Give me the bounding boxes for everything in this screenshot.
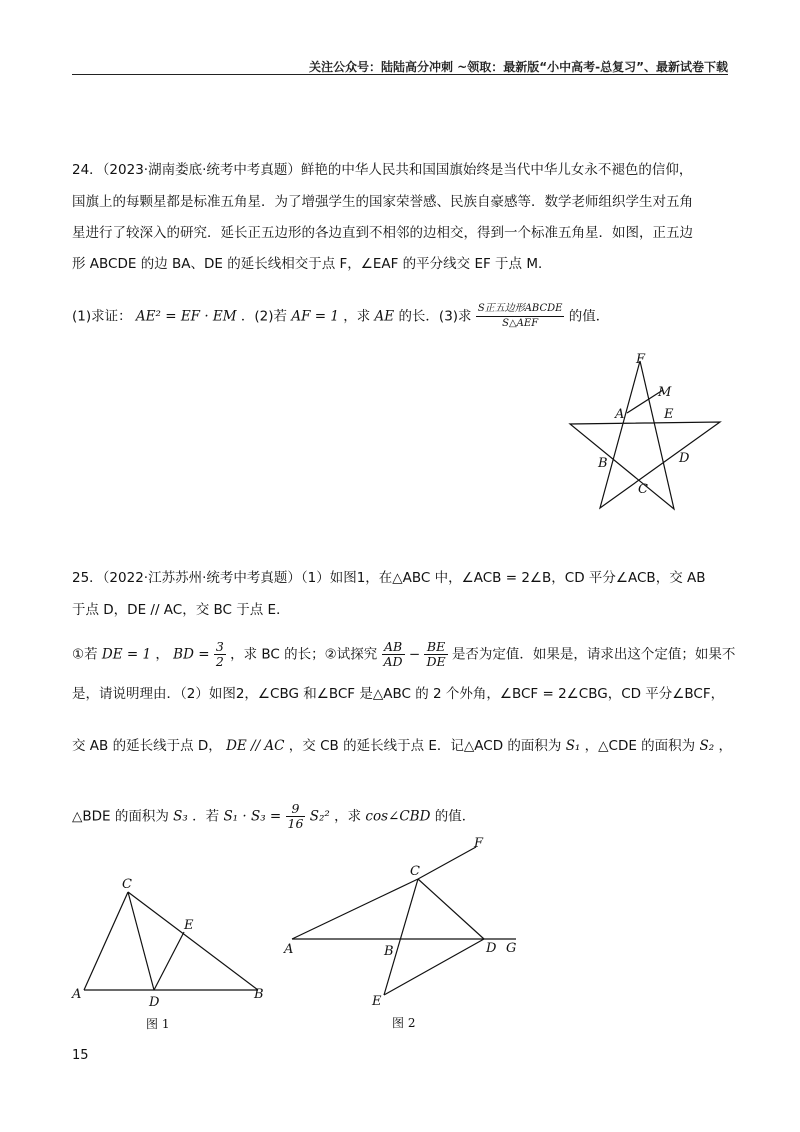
q25-equation-de: DE = 1 [101, 646, 152, 663]
q25-comma: ， [155, 646, 169, 663]
q25-fraction-9: 9 [286, 802, 306, 817]
q25-text-6b: ．若 [192, 808, 220, 825]
q24-line-3: 星进行了较深入的研究．延长正五边形的各边直到不相邻的边相交，得到一个标准五角星．如图，正五边 [72, 225, 693, 241]
q25-equation-rhs: S₂² [309, 808, 330, 825]
header-divider [72, 74, 728, 75]
q24-fraction-numerator: S正五边形ABCDE [476, 302, 565, 317]
pentagram-figure [560, 350, 740, 515]
page-number: 15 [72, 1048, 89, 1063]
q25-minus-sign: − [408, 646, 421, 663]
q25-line-3 [72, 639, 736, 669]
q25-line-1: 25．（2022·江苏苏州·统考中考真题）（1）如图1，在△ABC 中，∠ACB = 2∠B，CD 平分∠ACB，交 AB [72, 570, 706, 586]
q25-item1-label: ①若 [72, 646, 98, 663]
label-a: A [615, 407, 625, 422]
q24-equation-2: AF = 1 [291, 308, 339, 325]
fig2-label-f: F [474, 836, 484, 851]
label-b: B [598, 456, 608, 471]
q25-equation-parallel: DE // AC [226, 738, 285, 754]
fig2-label-d: D [486, 941, 497, 956]
q25-fraction-9-16 [286, 802, 306, 831]
fig2-label-b: B [384, 944, 394, 959]
segment-cd [128, 892, 154, 990]
figure-2 [280, 835, 520, 1035]
figure-1 [60, 870, 280, 1035]
ray-cf [418, 847, 476, 879]
segment-ce [384, 879, 418, 995]
fig2-label-a: A [284, 942, 294, 957]
q24-equation-3: AE [374, 308, 395, 325]
q25-text-6c: ，求 [334, 808, 362, 825]
page-header: 关注公众号：陆陆高分冲刺 ~领取：最新版“小中高考-总复习”、最新试卷下载 [309, 60, 728, 74]
q24-line-1: 24．（2023·湖南娄底·统考中考真题）鲜艳的中华人民共和国国旗始终是当代中华儿女永不褪色的信仰， [72, 162, 693, 178]
label-f: F [636, 352, 646, 367]
q24-line-5 [72, 302, 732, 331]
q25-fraction-ab-ad [382, 640, 405, 669]
label-c: C [638, 482, 648, 497]
fig2-label-e: E [372, 994, 382, 1009]
q25-fraction-be: BE [424, 640, 447, 655]
segment-cd [418, 879, 484, 939]
q25-text-d: 是否为定值．如果是，请求出这个定值；如果不 [451, 646, 736, 663]
q25-fraction-de: DE [426, 654, 446, 669]
fig2-label-g: G [506, 941, 517, 956]
q25-line-2: 于点 D，DE // AC，交 BC 于点 E． [72, 602, 290, 618]
q24-line-4: 形 ABCDE 的边 BA、DE 的延长线相交于点 F，∠EAF 的平分线交 EF 于点 M． [72, 256, 552, 272]
q24-part1-label: (1)求证： [72, 308, 132, 325]
q25-equation-lhs: S₁ · S₃ = [223, 808, 282, 825]
q25-s2: S₂ [699, 738, 715, 754]
q24-area-fraction [476, 302, 565, 331]
q25-line-6 [72, 802, 732, 831]
q25-s3: S₃ [173, 808, 188, 825]
q25-text-6a: △BDE 的面积为 [72, 808, 169, 825]
segment-de [384, 939, 484, 995]
q25-fraction-ab: AB [382, 640, 405, 655]
fig1-label-d: D [149, 995, 160, 1010]
q24-fraction-denominator: S△AEF [502, 318, 539, 329]
q24-line-2: 国旗上的每颗星都是标准五角星．为了增强学生的国家荣誉感、民族自豪感等．数学老师组织学生对五角 [72, 194, 693, 210]
q25-fraction-3-2 [214, 640, 226, 669]
q24-text-c: ，求 [343, 308, 371, 325]
q25-cos-expression: cos∠CBD [365, 808, 431, 825]
segment-ac [84, 892, 128, 990]
q25-text-5d: ， [718, 738, 732, 754]
q25-equation-bd: BD = [173, 646, 210, 663]
q25-line-5 [72, 736, 732, 756]
q25-line-4: 是，请说明理由．（2）如图2，∠CBG 和∠BCF 是△ABC 的 2 个外角，∠BCF = 2∠CBG，CD 平分∠BCF， [72, 686, 725, 702]
label-m: M [658, 385, 672, 400]
q25-text-5a: 交 AB 的延长线于点 D， [72, 738, 222, 754]
fig1-label-c: C [122, 877, 132, 892]
q25-text-6d: 的值． [434, 808, 476, 825]
q24-text-e: 的值． [568, 308, 610, 325]
q25-text-c: ，求 BC 的长；②试探究 [230, 646, 378, 663]
segment-ac [292, 879, 418, 939]
label-d: D [679, 451, 690, 466]
q24-equation-1: AE² = EF · EM [135, 308, 237, 325]
q25-text-5b: ，交 CB 的延长线于点 E．记△ACD 的面积为 [288, 738, 562, 754]
fig1-label-b: B [254, 987, 264, 1002]
segment-cb [128, 892, 258, 990]
q24-part3-label: 的长．(3)求 [398, 308, 472, 325]
label-e: E [664, 407, 674, 422]
q24-part2-label: ．(2)若 [240, 308, 288, 325]
q25-text-5c: ，△CDE 的面积为 [584, 738, 696, 754]
fig1-label-a: A [72, 987, 82, 1002]
q25-fraction-16: 16 [287, 816, 304, 831]
q25-fraction-be-de [424, 640, 447, 669]
q25-fraction-numerator: 3 [215, 639, 224, 654]
q25-fraction-denominator: 2 [215, 654, 224, 669]
q25-s1: S₁ [565, 738, 581, 754]
fig2-caption: 图 2 [392, 1016, 416, 1030]
segment-de [154, 932, 184, 990]
fig1-caption: 图 1 [146, 1017, 170, 1031]
fig1-label-e: E [184, 918, 194, 933]
q25-fraction-ad: AD [383, 654, 403, 669]
fig2-label-c: C [410, 864, 420, 879]
